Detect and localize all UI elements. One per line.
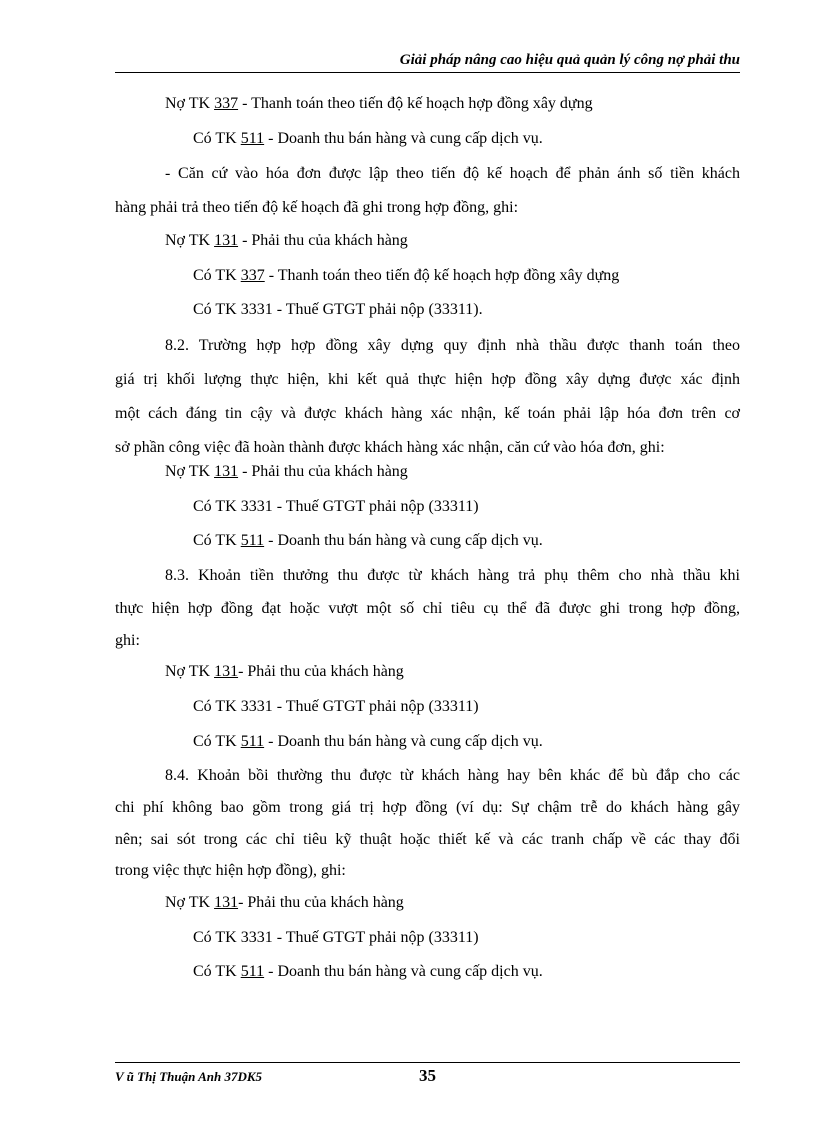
entry-debit-131	[165, 893, 404, 913]
paragraph-line: ghi:	[115, 632, 140, 649]
paragraph-line: chi phí không bao gồm trong giá trị hợp đồng (ví dụ: Sự chậm trễ do khách hàng gây	[115, 799, 740, 816]
account-number: 131	[214, 663, 239, 680]
header-title: Giải pháp nâng cao hiệu quả quản lý công nợ phải thu	[399, 52, 740, 68]
entry-credit-3331: Có TK 3331 - Thuế GTGT phải nộp (33311)	[193, 498, 479, 515]
paragraph-line: giá trị khối lượng thực hiện, khi kết quả thực hiện hợp đồng xây dựng được xác định	[115, 371, 740, 388]
entry-prefix: Có TK	[193, 130, 241, 147]
entry-text: - Thanh toán theo tiến độ kế hoạch hợp đồng xây dựng	[264, 267, 620, 284]
paragraph-line: nên; sai sót trong các chỉ tiêu kỹ thuật hoặc thiết kế và các tranh chấp về các thay đổi	[115, 831, 740, 848]
account-number: 131	[214, 894, 239, 911]
entry-text: - Phải thu của khách hàng	[238, 232, 408, 249]
entry-prefix: Nợ TK	[165, 95, 215, 112]
entry-debit-337	[165, 94, 593, 114]
paragraph-line: 8.4. Khoản bồi thường thu được từ khách hàng hay bên khác để bù đắp cho các	[165, 767, 740, 784]
account-number: 511	[240, 733, 265, 750]
page-footer	[115, 1062, 740, 1085]
entry-credit-511	[193, 129, 543, 149]
entry-prefix: Nợ TK	[165, 232, 215, 249]
account-number: 131	[214, 463, 239, 480]
entry-prefix: Có TK	[193, 963, 241, 980]
entry-credit-3331: Có TK 3331 - Thuế GTGT phải nộp (33311).	[193, 301, 483, 318]
entry-text: - Phải thu của khách hàng	[238, 663, 404, 680]
entry-text: - Thanh toán theo tiến độ kế hoạch hợp đồng xây dựng	[238, 95, 593, 112]
entry-prefix: Nợ TK	[165, 463, 215, 480]
account-number: 511	[240, 130, 265, 147]
paragraph-line: 8.2. Trường hợp hợp đồng xây dựng quy định nhà thầu được thanh toán theo	[165, 337, 740, 354]
entry-text: - Doanh thu bán hàng và cung cấp dịch vụ.	[264, 733, 543, 750]
entry-credit-337	[193, 266, 619, 286]
page-header	[115, 50, 740, 73]
entry-text: - Doanh thu bán hàng và cung cấp dịch vụ.	[264, 532, 543, 549]
paragraph-line: trong việc thực hiện hợp đồng), ghi:	[115, 862, 346, 879]
entry-credit-511	[193, 962, 543, 982]
entry-prefix: Có TK	[193, 733, 241, 750]
entry-text: - Doanh thu bán hàng và cung cấp dịch vụ.	[264, 963, 543, 980]
entry-credit-3331: Có TK 3331 - Thuế GTGT phải nộp (33311)	[193, 698, 479, 715]
paragraph-line: 8.3. Khoản tiền thưởng thu được từ khách hàng trả phụ thêm cho nhà thầu khi	[165, 567, 740, 584]
entry-prefix: Nợ TK	[165, 894, 215, 911]
paragraph-line: thực hiện hợp đồng đạt hoặc vượt một số chỉ tiêu cụ thể đã được ghi trong hợp đồng,	[115, 600, 740, 617]
paragraph-line: hàng phải trả theo tiến độ kế hoạch đã ghi trong hợp đồng, ghi:	[115, 199, 519, 216]
account-number: 337	[240, 267, 265, 284]
account-number: 511	[240, 963, 265, 980]
entry-text: - Phải thu của khách hàng	[238, 463, 408, 480]
paragraph-line: sở phần công việc đã hoàn thành được khách hàng xác nhận, căn cứ vào hóa đơn, ghi:	[115, 439, 665, 456]
entry-debit-131	[165, 231, 408, 251]
entry-debit-131	[165, 662, 404, 682]
entry-debit-131	[165, 462, 408, 482]
account-number: 131	[214, 232, 239, 249]
entry-prefix: Có TK	[193, 532, 241, 549]
page-number: 35	[419, 1066, 436, 1085]
account-number: 511	[240, 532, 265, 549]
paragraph-line: một cách đáng tin cậy và được khách hàng xác nhận, kế toán phải lập hóa đơn trên cơ	[115, 405, 740, 422]
entry-text: - Phải thu của khách hàng	[238, 894, 404, 911]
entry-prefix: Nợ TK	[165, 663, 215, 680]
entry-credit-511	[193, 732, 543, 752]
paragraph-line: - Căn cứ vào hóa đơn được lập theo tiến độ kế hoạch để phản ánh số tiền khách	[165, 165, 740, 182]
entry-prefix: Có TK	[193, 267, 241, 284]
entry-credit-511	[193, 531, 543, 551]
entry-text: - Doanh thu bán hàng và cung cấp dịch vụ.	[264, 130, 543, 147]
footer-author: V ũ Thị Thuận Anh 37DK5	[115, 1069, 263, 1084]
account-number: 337	[214, 95, 239, 112]
entry-credit-3331: Có TK 3331 - Thuế GTGT phải nộp (33311)	[193, 929, 479, 946]
